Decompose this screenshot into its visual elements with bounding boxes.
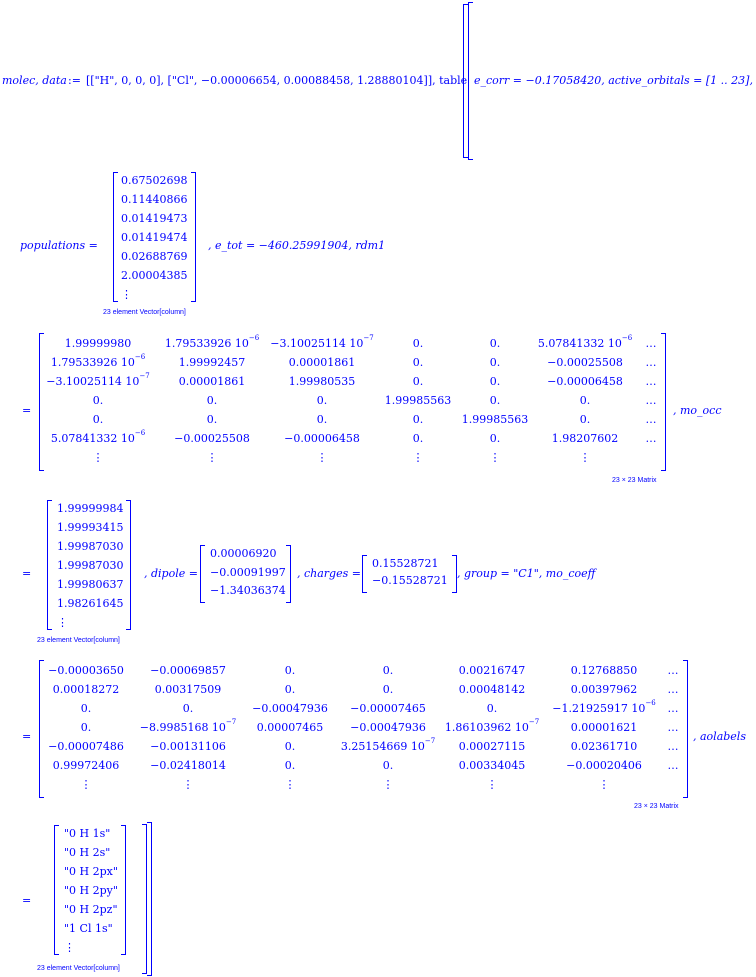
matrix-cell: 0. (489, 356, 501, 369)
matrix-cell: 0. (284, 740, 296, 753)
aolabels-right-bracket (121, 825, 126, 955)
population-value: 0.01419473 (121, 212, 188, 225)
matrix-cell: 0. (382, 759, 394, 772)
table-inner-left-bracket (468, 2, 473, 160)
charge-value: 0.15528721 (372, 557, 439, 570)
dipole-left-bracket (200, 545, 205, 603)
mo-occ-value: 1.99993415 (57, 521, 124, 534)
matrix-cell: 0. (382, 664, 394, 677)
matrix-cell: 0.12768850 (570, 664, 638, 677)
populations-caption: 23 element Vector[column] (103, 309, 186, 316)
matrix-cell: 0.00001861 (288, 356, 356, 369)
matrix-cell: 0. (382, 683, 394, 696)
matrix-cell: −0.00047936 (350, 721, 426, 734)
matrix-cell: 0.00018272 (52, 683, 120, 696)
matrix-cell: 0.00001861 (178, 375, 246, 388)
matrix-cell: ⋮ (92, 451, 104, 464)
populations-right-bracket (191, 172, 196, 302)
matrix-cell: ⋮ (412, 451, 424, 464)
matrix-cell: 0. (412, 375, 424, 388)
population-value: ⋮ (121, 288, 132, 301)
aolabel-value: "0 H 1s" (64, 827, 111, 840)
matrix-cell: 0. (284, 664, 296, 677)
matrix-cell: ⋮ (284, 778, 296, 791)
matrix-cell: 0.00001621 (570, 721, 638, 734)
matrix-cell: 0. (489, 432, 501, 445)
matrix-cell: −3.10025114 $10^{-7}$ (46, 372, 150, 388)
matrix-cell: 5.07841332 $10^{-6}$ (537, 334, 633, 350)
mo-occ-equals: = (22, 567, 32, 580)
population-value: 0.67502698 (121, 174, 188, 187)
matrix-cell: 0.00048142 (458, 683, 526, 696)
matrix-cell: 0. (92, 413, 104, 426)
matrix-cell: … (645, 413, 657, 426)
matrix-cell: 0. (206, 413, 218, 426)
matrix-cell: ⋮ (316, 451, 328, 464)
matrix-cell: 0.02361710 (570, 740, 638, 753)
matrix-cell: 0. (284, 683, 296, 696)
aolabels-caption: 23 element Vector[column] (37, 965, 120, 972)
matrix-cell: 0. (579, 394, 591, 407)
matrix-cell: 0. (486, 702, 498, 715)
matrix-cell: 0.99972406 (52, 759, 120, 772)
matrix-cell: −0.00131106 (150, 740, 226, 753)
dipole-value: −1.34036374 (210, 584, 286, 597)
mo-occ-left-bracket (47, 500, 52, 630)
matrix-cell: −3.10025114 $10^{-7}$ (270, 334, 374, 350)
rdm1-left-bracket (39, 333, 44, 471)
aolabel-value: "0 H 2s" (64, 846, 111, 859)
matrix-cell: 0. (489, 337, 501, 350)
matrix-cell: ⋮ (182, 778, 194, 791)
matrix-cell: −0.00069857 (150, 664, 226, 677)
mo-coeff-left-bracket (39, 660, 44, 798)
matrix-cell: … (667, 702, 679, 715)
matrix-cell: 5.07841332 $10^{-6}$ (50, 429, 146, 445)
dipole-value: −0.00091997 (210, 565, 286, 579)
matrix-cell: 0. (412, 337, 424, 350)
matrix-cell: ⋮ (598, 778, 610, 791)
matrix-cell: … (645, 337, 657, 350)
matrix-cell: ⋮ (579, 451, 591, 464)
charge-value: −0.15528721 (372, 574, 448, 587)
matrix-cell: −0.02418014 (150, 759, 226, 772)
mo-occ-value: 1.99987030 (57, 540, 124, 553)
mo-occ-caption: 23 element Vector[column] (37, 637, 120, 644)
matrix-cell: −0.00025508 (547, 356, 623, 369)
matrix-cell: 0.00216747 (458, 664, 526, 677)
populations-label: populations = (20, 239, 98, 252)
rdm1-equals: = (22, 404, 32, 417)
population-value: 0.11440866 (121, 193, 188, 206)
matrix-cell: 0. (412, 413, 424, 426)
matrix-cell: −0.00003650 (48, 664, 124, 677)
matrix-cell: 3.25154669 $10^{-7}$ (340, 737, 436, 753)
matrix-cell: … (645, 394, 657, 407)
matrix-cell: 1.79533926 $10^{-6}$ (164, 334, 260, 350)
aolabel-value: "0 H 2py" (64, 884, 118, 897)
matrix-cell: −0.00007486 (48, 740, 124, 753)
matrix-cell: 1.99999980 (64, 337, 132, 350)
mo-occ-value: ⋮ (57, 616, 68, 629)
matrix-cell: … (667, 759, 679, 772)
dipole-label: , dipole = (144, 567, 198, 580)
charges-left-bracket (362, 555, 367, 593)
mo-occ-value: 1.98261645 (57, 597, 124, 610)
matrix-cell: −1.21925917 $10^{-6}$ (552, 699, 656, 715)
matrix-cell: … (645, 375, 657, 388)
populations-left-bracket (113, 172, 118, 302)
rdm1-caption: 23 × 23 Matrix (612, 477, 657, 484)
matrix-cell: 0. (412, 432, 424, 445)
population-value: 2.00004385 (121, 269, 188, 282)
matrix-cell: −0.00025508 (174, 432, 250, 445)
aolabel-value: "0 H 2px" (64, 865, 118, 878)
line1-rhs: [["H", 0, 0, 0], ["Cl", −0.00006654, 0.00088458, 1.28880104]], table (86, 74, 468, 87)
matrix-cell: −0.00007465 (350, 702, 426, 715)
matrix-cell: 0. (92, 394, 104, 407)
matrix-cell: 0. (489, 394, 501, 407)
matrix-cell: 0. (80, 702, 92, 715)
matrix-cell: … (667, 664, 679, 677)
matrix-cell: 0. (579, 413, 591, 426)
matrix-cell: 0. (316, 394, 328, 407)
matrix-cell: 0.00397962 (570, 683, 638, 696)
matrix-cell: 1.99985563 (461, 413, 529, 426)
matrix-cell: … (645, 356, 657, 369)
matrix-cell: −0.00020406 (566, 759, 642, 772)
matrix-cell: ⋮ (489, 451, 501, 464)
dipole-value: 0.00006920 (210, 547, 277, 560)
matrix-cell: 0. (489, 375, 501, 388)
table-outer-right-bracket (147, 822, 152, 976)
matrix-cell: … (667, 683, 679, 696)
matrix-cell: ⋮ (382, 778, 394, 791)
matrix-cell: 0. (412, 356, 424, 369)
populations-after: , e_tot = −460.25991904, rdm1 (208, 239, 386, 252)
line1-lhs: molec, data (2, 74, 67, 87)
matrix-cell: 1.99985563 (384, 394, 452, 407)
mo-coeff-caption: 23 × 23 Matrix (634, 803, 679, 810)
matrix-cell: … (667, 721, 679, 734)
aolabel-value: "1 Cl 1s" (64, 922, 113, 935)
line1-ecorr: e_corr = −0.17058420, active_orbitals = [1 .. 23], (474, 74, 753, 87)
mo-occ-after: , group = "C1", mo_coeff (457, 567, 596, 580)
line1-assign: := (68, 74, 81, 87)
matrix-cell: −8.9985168 $10^{-7}$ (139, 718, 237, 734)
population-value: 0.02688769 (121, 250, 188, 263)
mo-coeff-after: , aolabels (693, 730, 746, 743)
matrix-cell: 0. (316, 413, 328, 426)
aolabel-value: ⋮ (64, 941, 75, 954)
matrix-cell: −0.00047936 (252, 702, 328, 715)
matrix-cell: 1.86103962 $10^{-7}$ (444, 718, 540, 734)
mo-occ-value: 1.99999984 (57, 502, 124, 515)
matrix-cell: 1.99980535 (288, 375, 356, 388)
charges-label: , charges = (297, 567, 361, 580)
mo-occ-value: 1.99980637 (57, 578, 124, 591)
matrix-cell: 0. (182, 702, 194, 715)
matrix-cell: 0. (80, 721, 92, 734)
aolabel-value: "0 H 2pz" (64, 903, 118, 916)
matrix-cell: −0.00006458 (284, 432, 360, 445)
matrix-cell: 1.98207602 (551, 432, 619, 445)
matrix-cell: … (645, 432, 657, 445)
matrix-cell: 0.00317509 (154, 683, 222, 696)
aolabels-equals: = (22, 894, 32, 907)
rdm1-after: , mo_occ (673, 404, 722, 417)
matrix-cell: 1.79533926 $10^{-6}$ (50, 353, 146, 369)
mo-coeff-right-bracket (683, 660, 688, 798)
matrix-cell: ⋮ (80, 778, 92, 791)
matrix-cell: ⋮ (206, 451, 218, 464)
matrix-cell: ⋮ (486, 778, 498, 791)
population-value: 0.01419474 (121, 231, 188, 244)
aolabels-left-bracket (54, 825, 59, 955)
matrix-cell: 0. (284, 759, 296, 772)
matrix-cell: … (667, 740, 679, 753)
matrix-cell: −0.00006458 (547, 375, 623, 388)
matrix-cell: 0. (206, 394, 218, 407)
matrix-cell: 0.00334045 (458, 759, 526, 772)
matrix-cell: 1.99992457 (178, 356, 246, 369)
matrix-cell: 0.00027115 (458, 740, 526, 753)
dipole-right-bracket (286, 545, 291, 603)
rdm1-right-bracket (661, 333, 666, 471)
matrix-cell: 0.00007465 (256, 721, 324, 734)
mo-coeff-equals: = (22, 730, 32, 743)
mo-occ-value: 1.99987030 (57, 559, 124, 572)
mo-occ-right-bracket (126, 500, 131, 630)
